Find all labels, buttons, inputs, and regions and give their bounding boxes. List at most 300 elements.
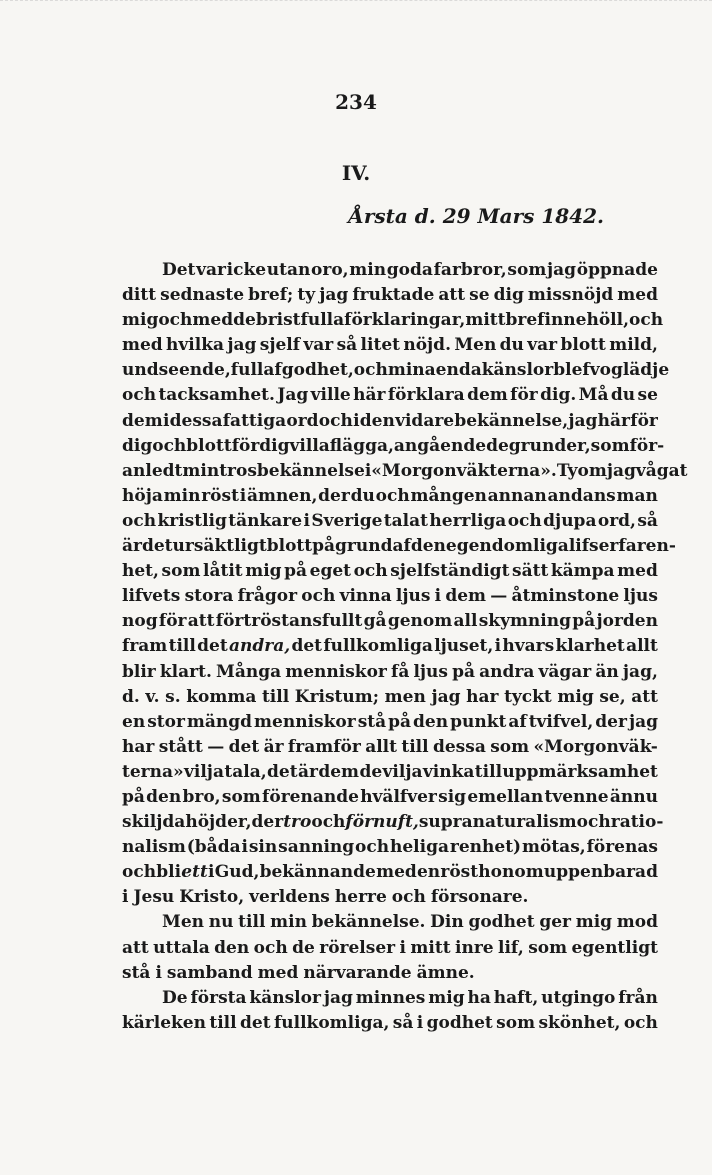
word: och [629,310,664,331]
word: tvenne [544,786,609,807]
word: skymning [478,611,571,632]
word: allt [626,636,658,657]
word: utgingo [541,987,616,1008]
word: het, [122,561,159,582]
word: hvilka [166,335,224,356]
word: af [392,536,411,557]
word: det [267,761,298,782]
word: som [490,736,530,757]
word: egendomliga [445,536,569,557]
word: höjder, [185,812,252,833]
text-line [122,735,658,760]
text-line [122,860,658,885]
word: och [152,435,187,456]
word: Ty [556,460,578,481]
word: från [618,987,658,1008]
word: du [350,485,375,506]
word: att [438,285,466,306]
word: lifserfaren- [568,536,676,557]
word: på [312,536,336,557]
word: förklara [387,385,465,406]
text-line [122,810,664,835]
word: dig [122,435,153,456]
word: egentligt [571,937,658,958]
word: att [187,611,215,632]
word: nalism [122,837,186,858]
word: vinka [422,761,475,782]
word: nog [122,611,158,632]
word: bref; [248,285,294,306]
word: haft, [493,987,539,1008]
word: inre [455,937,494,958]
word: trosbekännelse [219,460,365,481]
word: ljus [395,586,431,607]
text-line [122,333,658,358]
word: blott [266,536,313,557]
word: mig [557,686,594,707]
word: stå [357,711,387,732]
word: ännu [609,786,658,807]
text-line [122,258,658,283]
word: om [577,460,607,481]
text-line [122,308,664,333]
word: ger [539,912,571,933]
word: till [209,1012,237,1033]
word: Sverige [311,510,383,531]
word: på [284,561,308,582]
word: tala, [224,761,267,782]
word: med [617,561,658,582]
word: hvälfver [360,786,437,807]
word: på [452,661,476,682]
word: som [590,435,630,456]
word: du [610,385,636,406]
word: «Morgonväkterna». [371,460,557,481]
word: minnes [355,987,426,1008]
word: för- [629,435,665,456]
text-line [122,936,658,961]
word: verldens [249,887,330,908]
word: i [494,636,502,657]
text-line [122,634,658,659]
word: och [301,586,336,607]
word: — [207,736,225,757]
text-line [122,434,665,459]
word: andra, [229,636,291,657]
word: känslor [481,360,554,381]
word: har [122,736,155,757]
text-line [122,509,658,534]
word: uppmärksamhet [502,761,658,782]
word: och [623,1012,658,1033]
word: ämne. [416,962,475,983]
word: vilja [382,761,423,782]
word: bro, [182,786,221,807]
word: känslor [249,987,321,1008]
word: s. [165,686,181,707]
word: tro [283,812,312,833]
word: och [122,510,157,531]
word: blott [186,435,232,456]
word: framför [287,736,361,757]
word: i [303,510,310,531]
word: det [240,1012,271,1033]
word: i [416,1012,424,1033]
text-line [122,961,658,986]
word: kämpa [550,561,615,582]
text-line [122,710,658,735]
word: mig [245,561,282,582]
text-line [122,459,688,484]
word: till [261,686,290,707]
word: dig. [540,385,577,406]
word: vill [289,435,319,456]
word: för [630,410,658,431]
word: blir [122,661,156,682]
word: än [595,661,619,682]
word: i [122,887,129,908]
word: på [122,786,145,807]
word: till [238,912,266,933]
word: skönhet, [538,1012,621,1033]
word: se [469,285,490,306]
text-line [122,910,658,935]
word: förenas [586,837,658,858]
word: punkt [450,711,507,732]
chapter-heading: IV. [341,161,371,185]
word: litet [360,335,400,356]
word: frågor [237,586,298,607]
word: tänkare [228,510,303,531]
word: en [122,711,146,732]
word: med [192,310,234,331]
word: Kristo, [179,887,245,908]
word: lifvets [122,586,181,607]
word: «Morgonväk- [533,736,658,757]
word: stora [184,586,234,607]
word: min [270,912,307,933]
word: röst [201,485,239,506]
text-line [122,559,658,584]
word: åtminstone [511,586,620,607]
word: förtröstansfullt [215,611,363,632]
word: är [122,536,142,557]
word: så [392,1012,414,1033]
word: tyckt [504,686,552,707]
word: ursäktligt [172,536,267,557]
word: talat [383,510,428,531]
word: men [384,686,426,707]
word: tvifvel, [528,711,594,732]
word: min [349,260,387,280]
word: ha [467,987,491,1008]
word: lif, [498,937,524,958]
word: kärleken [122,1012,206,1033]
word: fattiga [222,410,287,431]
word: angående [393,435,487,456]
word: jag [431,686,461,707]
word: uppenbarad [543,862,658,883]
word: få [391,661,410,682]
word: blefvo [553,360,611,381]
word: stor [147,711,185,732]
word: bekännelse, [454,410,569,431]
word: med [257,962,299,983]
word: mängd [186,711,253,732]
word: dem [445,586,487,607]
word: i [239,485,247,506]
word: i [353,410,360,431]
word: för [510,385,538,406]
word: så [637,510,658,531]
word: ditt [122,285,157,306]
word: mina [387,360,436,381]
word: för [158,611,187,632]
word: höja [122,485,163,506]
word: jorden [596,611,658,632]
word: nu [208,912,234,933]
word: der [251,812,284,833]
word: en [416,862,441,883]
word: närvarande [303,962,412,983]
word: är [297,761,318,782]
word: ord, [597,510,636,531]
word: som [221,786,261,807]
word: sednaste [160,285,245,306]
word: genom [387,611,453,632]
word: den [359,410,395,431]
word: jag, [622,661,658,682]
word: icke [226,260,267,280]
word: dem [467,385,508,406]
word: i [155,962,162,983]
word: för [231,435,260,456]
word: mitt [410,937,451,958]
word: all [453,611,478,632]
word: vinna [339,586,392,607]
word: menniskor [254,711,356,732]
word: aflägga, [318,435,394,456]
word: i [241,837,248,858]
word: der [595,711,627,732]
word: i [434,586,442,607]
word: fullkomliga [323,636,433,657]
word: och [122,385,157,406]
word: de [486,435,509,456]
word: dessa [169,410,223,431]
word: det [228,736,260,757]
word: förenande [262,786,359,807]
word: och [375,485,410,506]
word: låtit [203,561,243,582]
word: dem [318,761,360,782]
word: jag [227,335,257,356]
word: mild, [609,335,658,356]
word: heliga [390,837,449,858]
word: förnuft, [345,812,419,833]
word: Många [216,661,282,682]
word: den [214,937,250,958]
word: bli [156,862,182,883]
word: ämnen, [246,485,318,506]
word: godhet, [281,360,354,381]
word: klart. [159,661,212,682]
word: jag [319,285,349,306]
word: ljuset, [434,636,494,657]
word: och [507,510,542,531]
word: och [353,360,388,381]
word: dig [493,285,524,306]
word: som [507,260,547,280]
word: ljus [623,586,658,607]
word: godhet [426,1012,493,1033]
word: i [162,410,170,431]
word: klarhet [555,636,625,657]
word: är [263,736,284,757]
word: stått [158,736,203,757]
word: till [401,736,429,757]
word: Jag [277,385,309,406]
word: renhet) [449,837,522,858]
word: Må [578,385,609,406]
word: glädje [610,360,670,381]
word: mig [428,987,465,1008]
word: vidare [395,410,455,431]
word: min [163,485,201,506]
text-line [122,685,658,710]
word: har [466,686,499,707]
word: v. [145,686,160,707]
word: af [508,711,527,732]
text-line [122,760,658,785]
word: förklaringar, [344,310,466,331]
word: fram [122,636,168,657]
word: sätt [512,561,549,582]
word: herrliga [429,510,507,531]
word: d. [122,686,140,707]
word: ord [286,410,319,431]
text-line [122,484,658,509]
word: Men [162,912,204,933]
word: det [291,636,323,657]
word: bristfulla [255,310,345,331]
word: sin [248,837,278,858]
word: sig [438,786,467,807]
word: komma [186,686,257,707]
word: Kristum; [294,686,380,707]
word: se, [599,686,626,707]
word: djupa [543,510,597,531]
word: sjelfständigt [390,561,510,582]
text-line [122,1011,658,1036]
word: i [208,862,215,883]
word: rörelser [319,937,396,958]
word: min [182,460,220,481]
word: Gud, [214,862,260,883]
word: anledt [122,460,183,481]
word: supranaturalism [418,812,577,833]
word: utan [266,260,311,280]
text-line [122,358,670,383]
word: undseende, [122,360,231,381]
word: annan [487,485,547,506]
word: Jesu [133,887,175,908]
letter-body [122,258,688,1036]
word: bref [505,310,545,331]
word: farbror, [433,260,507,280]
word: ville [310,385,351,406]
word: till [474,761,503,782]
word: skiljda [122,812,186,833]
word: med [122,335,163,356]
text-line [122,534,676,559]
word: öppnade [576,260,658,280]
word: mig [122,310,159,331]
word: bekännelse. [311,912,426,933]
word: vågat [635,460,688,481]
word: allt [365,736,397,757]
word: (båda [186,837,241,858]
word: uttala [153,937,210,958]
text-line [122,835,658,860]
word: de [359,761,383,782]
word: och [576,812,611,833]
word: jag [628,711,658,732]
word: terna» [122,761,184,782]
word: andra [479,661,535,682]
word: vilja [184,761,224,782]
word: mången [410,485,487,506]
word: eget [309,561,352,582]
word: ratio- [610,812,664,833]
word: mötas, [522,837,586,858]
word: bekännande [259,862,376,883]
word: var [196,260,226,280]
word: goda [386,260,433,280]
word: herre [334,887,387,908]
word: och [311,812,346,833]
word: var [303,335,334,356]
word: de [233,310,256,331]
word: försonare. [430,887,529,908]
word: full [230,360,264,381]
scan-edge-artifact [0,0,712,7]
word: hvars [502,636,555,657]
word: det [141,536,173,557]
word: godhet [468,912,535,933]
word: jag [547,260,577,280]
text-line [122,383,658,408]
word: och [355,837,390,858]
text-line [122,409,658,434]
word: jag [606,460,636,481]
word: mig [575,912,613,933]
word: emellan [467,786,544,807]
word: den [410,536,446,557]
word: der [318,485,350,506]
word: tacksamhet. [158,385,275,406]
word: mod [616,912,658,933]
word: på [572,611,596,632]
word: Din [430,912,464,933]
word: de [292,937,315,958]
word: att [631,686,658,707]
word: med [617,285,658,306]
word: enda [435,360,482,381]
word: här [353,385,386,406]
word: man [616,485,658,506]
text-line [122,609,658,634]
